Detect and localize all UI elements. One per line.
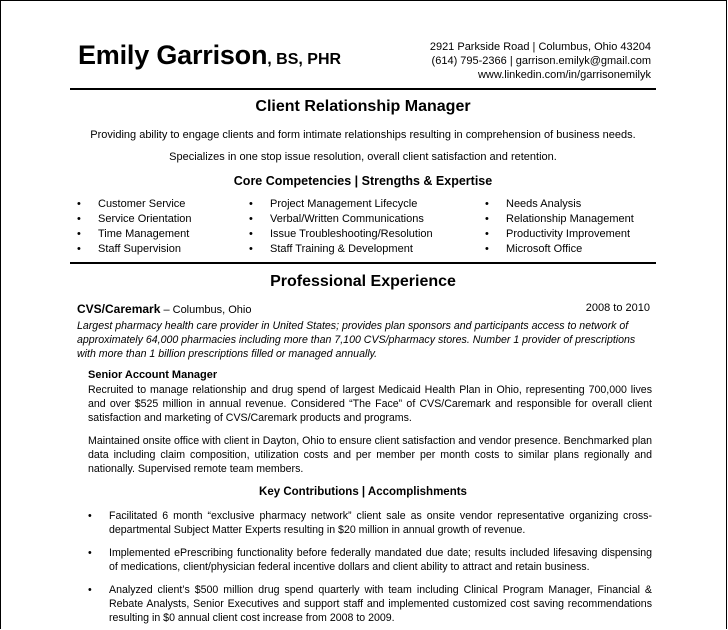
list-item: • Productivity Improvement xyxy=(485,227,634,242)
company-name: CVS/Caremark xyxy=(77,302,161,316)
job-title: Senior Account Manager xyxy=(88,369,218,381)
accomplishment-text: Facilitated 6 month “exclusive pharmacy network” client sale as onsite vendor representative organizing cross-departmental Subject Matter Experts resulting in $20 million in annual growth of revenue. xyxy=(109,510,652,536)
bullet-marker: • xyxy=(88,510,92,522)
credentials: , BS, PHR xyxy=(267,51,342,68)
competencies-column-2 xyxy=(249,197,433,257)
address: 2921 Parkside Road | Columbus, Ohio 43204 xyxy=(429,41,651,53)
header-divider xyxy=(70,88,656,90)
company-line xyxy=(77,302,650,316)
list-item: • Time Management xyxy=(77,227,192,242)
accomplishment-text: Analyzed client’s $500 million drug spend quarterly with team including Clinical Program Manager, Financial & Rebate Analysts, Senior Executives and support staff and implemented customized cost saving recommendations resulting in $0 annual client cost increase from 2008 to 2009. xyxy=(109,584,652,624)
summary-line-2: Specializes in one stop issue resolution, overall client satisfaction and retention. xyxy=(169,151,557,163)
list-item: • Issue Troubleshooting/Resolution xyxy=(249,227,433,242)
list-item: • Staff Training & Development xyxy=(249,242,433,257)
company-location: – Columbus, Ohio xyxy=(160,304,252,316)
accomplishment-text: Implemented ePrescribing functionality before federally mandated due date; results included lifesaving dispensing of medications, client/physician federal incentive dollars and client ability to attract and retain business. xyxy=(109,547,652,573)
list-item: • Needs Analysis xyxy=(485,197,634,212)
accomplishment-item xyxy=(88,546,652,574)
list-item: • Verbal/Written Communications xyxy=(249,212,433,227)
list-item: • Staff Supervision xyxy=(77,242,192,257)
website[interactable]: www.linkedin.com/in/garrisonemilyk xyxy=(477,69,651,81)
list-item: • Customer Service xyxy=(77,197,192,212)
role-paragraph-1: Recruited to manage relationship and drug spend of largest Medicaid Health Plan in Ohio, representing 700,000 lives and over $525 million in annual revenue. Considered “The Face” of CVS/Caremark and responsible for overall client satisfaction and marketing of CVS/Caremark products and programs. xyxy=(88,384,652,424)
section-divider xyxy=(70,262,656,264)
summary-title: Client Relationship Manager xyxy=(255,98,471,115)
company-description: Largest pharmacy health care provider in United States; provides plan sponsors and participants access to network of approximately 64,000 pharmacies including more than 7,100 CVS/pharmacy stores. Number 1 provider of prescriptions with more than 1 billion prescriptions filled or managed annually. xyxy=(77,320,636,360)
accomplishment-item xyxy=(88,509,652,537)
summary-line-1: Providing ability to engage clients and form intimate relationships resulting in comprehension of business needs. xyxy=(90,129,636,141)
competencies-column-1 xyxy=(77,197,192,257)
list-item: • Microsoft Office xyxy=(485,242,634,257)
list-item: • Service Orientation xyxy=(77,212,192,227)
candidate-name xyxy=(78,40,341,71)
accomplishment-item xyxy=(88,583,652,625)
contributions-heading: Key Contributions | Accomplishments xyxy=(259,486,467,498)
competencies-column-3 xyxy=(485,197,634,257)
list-item: • Project Management Lifecycle xyxy=(249,197,433,212)
experience-heading: Professional Experience xyxy=(270,273,456,290)
credentials-text: BS, PHR xyxy=(276,51,342,68)
name-text: Emily Garrison xyxy=(78,40,268,70)
role-paragraph-2: Maintained onsite office with client in Dayton, Ohio to ensure client satisfaction and vendor presence. Benchmarked plan data including claim composition, utilization costs and per member per month costs to similar plans regionally and nationally. Supervised remote team members. xyxy=(88,435,652,475)
competencies-heading: Core Competencies | Strengths & Expertise xyxy=(233,174,493,188)
employment-dates: 2008 to 2010 xyxy=(585,302,650,314)
list-item: • Relationship Management xyxy=(485,212,634,227)
bullet-marker: • xyxy=(88,584,92,596)
bullet-marker: • xyxy=(88,547,92,559)
contact-block xyxy=(430,40,651,82)
phone-email: (614) 795-2366 | garrison.emilyk@gmail.com xyxy=(431,55,651,67)
